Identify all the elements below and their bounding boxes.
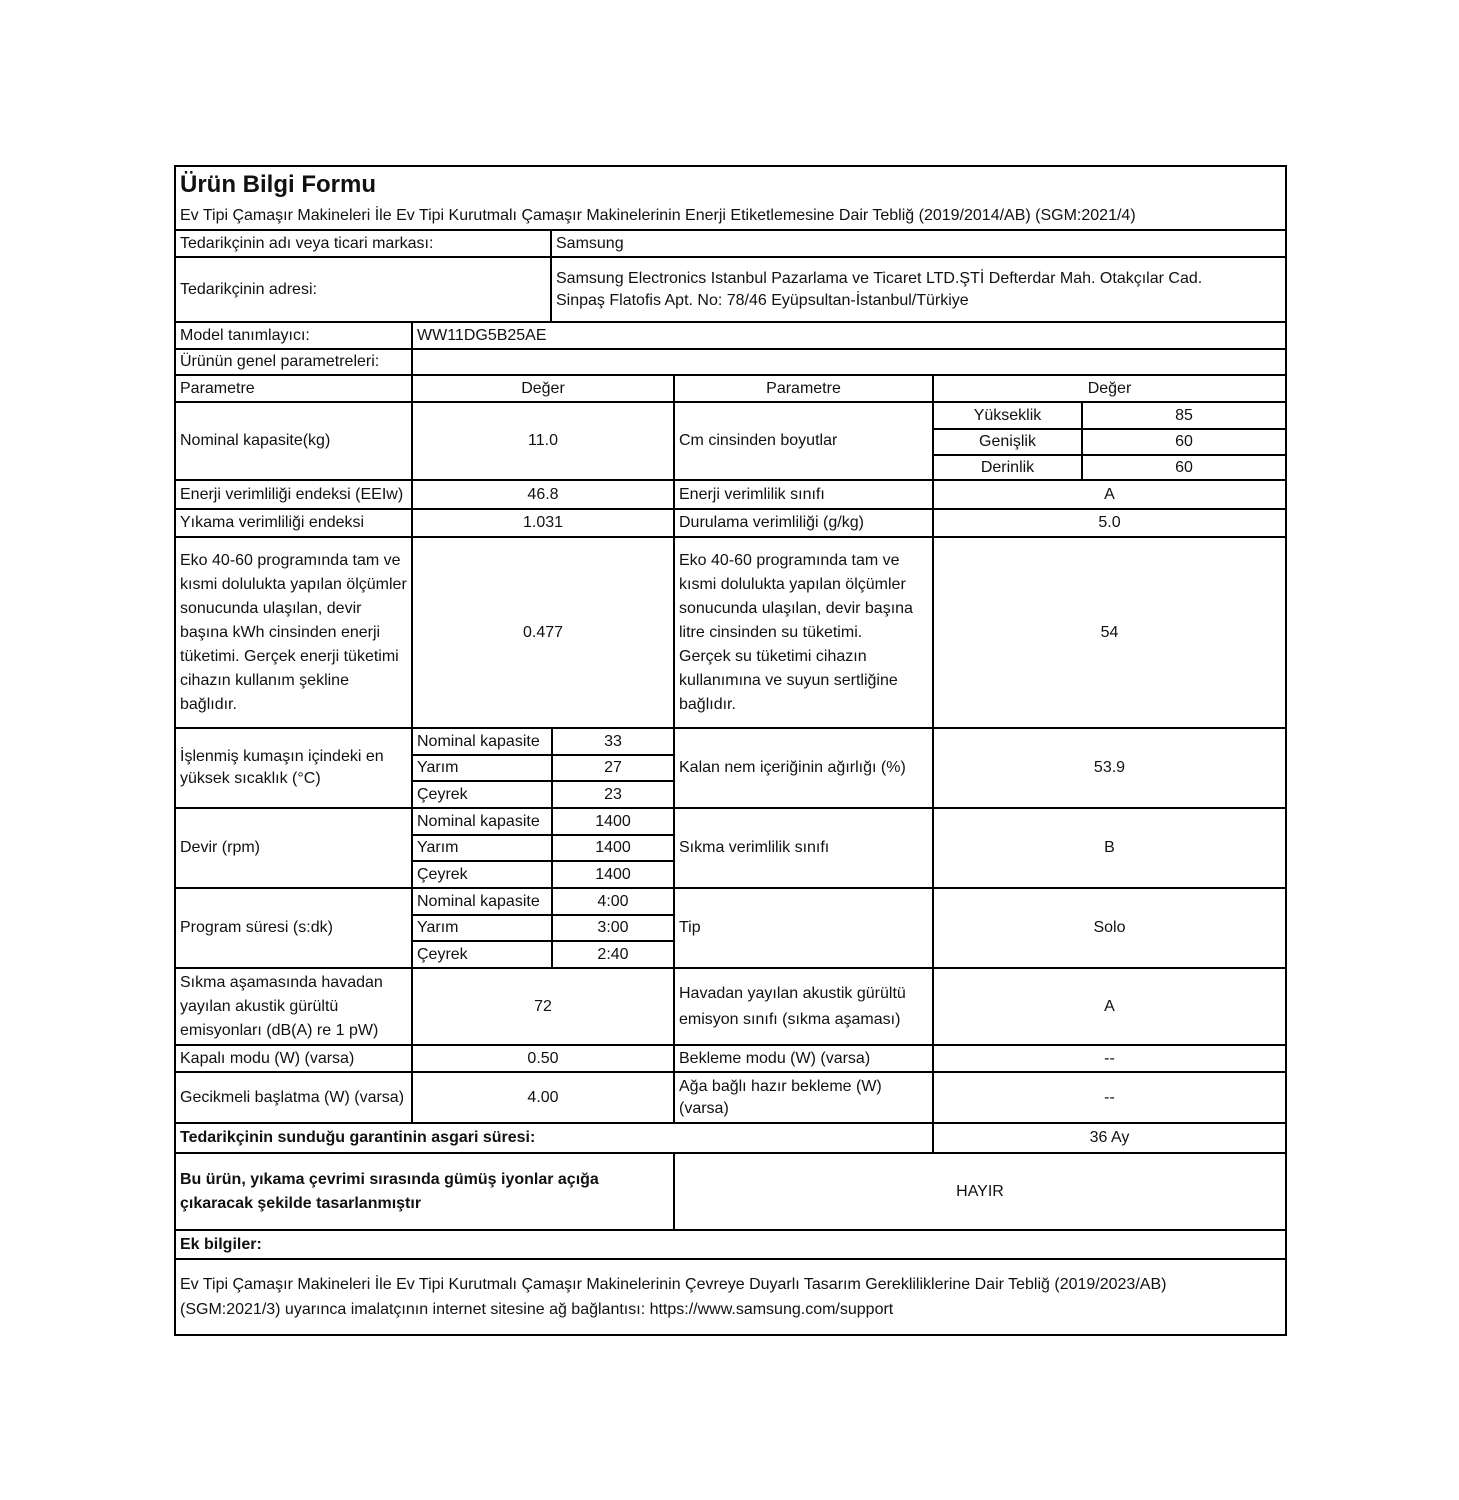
program-duration-label: Program süresi (s:dk) bbox=[180, 919, 333, 937]
header-param-right: Parametre bbox=[766, 379, 841, 397]
dimension-width-label: Genişlik bbox=[979, 433, 1036, 451]
dimensions-label: Cm cinsinden boyutlar bbox=[679, 432, 838, 450]
additional-info-text: Ev Tipi Çamaşır Makineleri İle Ev Tipi Kurutmalı Çamaşır Makinelerinin Çevreye Duyarlı Tasarım Gerekliliklerine Dair Tebliğ (2019/2023/AB) (SGM:2021/3) uyarınca imalatçının internet sitesine ağ bağlantısı: https://www.samsung.com/support bbox=[180, 1276, 1167, 1318]
model-label: Model tanımlayıcı: bbox=[180, 326, 310, 344]
header-value-right: Değer bbox=[1087, 379, 1132, 397]
dimension-width-value: 60 bbox=[1175, 433, 1193, 451]
energy-class-label: Enerji verimlilik sınıfı bbox=[679, 485, 825, 503]
max-temp-sub-label: Yarım bbox=[417, 759, 459, 777]
eei-value: 46.8 bbox=[527, 485, 559, 503]
off-mode-label: Kapalı modu (W) (varsa) bbox=[180, 1049, 355, 1067]
max-temp-sub-value: 33 bbox=[604, 732, 622, 750]
dimension-depth-label: Derinlik bbox=[980, 458, 1035, 476]
program-duration-sub-label: Çeyrek bbox=[417, 945, 468, 963]
energy-class-value: A bbox=[1104, 485, 1115, 503]
energy-consumption-value: 0.477 bbox=[522, 623, 564, 641]
supplier-address-value: Samsung Electronics Istanbul Pazarlama ve Ticaret LTD.ŞTİ Defterdar Mah. Otakçılar Cad. Sinpaş Flatofis Apt. No: 78/46 Eyüpsultan-İstanbul/Türkiye bbox=[556, 269, 1203, 309]
spin-speed-sub-value: 1400 bbox=[595, 839, 631, 857]
spin-speed-sub-label: Yarım bbox=[417, 839, 459, 857]
max-temp-sub-value: 27 bbox=[604, 759, 622, 777]
spin-class-label: Sıkma verimlilik sınıfı bbox=[679, 839, 830, 857]
spin-speed-sub-value: 1400 bbox=[595, 812, 631, 830]
water-consumption-value: 54 bbox=[1100, 623, 1119, 641]
nominal-capacity-value: 11.0 bbox=[528, 432, 558, 450]
energy-consumption-label: Eko 40-60 programında tam ve kısmi dolulukta yapılan ölçümler sonucunda ulaşılan, devir başına kWh cinsinden enerji tüketimi. Gerçek enerji tüketimi cihazın kullanım şekline bağlıdır. bbox=[180, 551, 407, 713]
regulation-reference: Ev Tipi Çamaşır Makineleri İle Ev Tipi Kurutmalı Çamaşır Makinelerinin Enerji Etiketlemesine Dair Tebliğ (2019/2014/AB) (SGM:2021/4) bbox=[180, 207, 1136, 225]
moisture-label: Kalan nem içeriğinin ağırlığı (%) bbox=[679, 759, 906, 777]
form-title: Ürün Bilgi Formu bbox=[180, 170, 376, 198]
header-param-left: Parametre bbox=[180, 379, 255, 397]
product-information-sheet bbox=[174, 165, 1287, 1336]
water-consumption-label: Eko 40-60 programında tam ve kısmi dolulukta yapılan ölçümler sonucunda ulaşılan, devir başına litre cinsinden su tüketimi. Gerçek su tüketimi cihazın kullanımına ve suyun sertliğine bağlıdır. bbox=[679, 551, 913, 713]
noise-value: 72 bbox=[534, 997, 552, 1015]
program-duration-sub-value: 3:00 bbox=[597, 919, 629, 937]
max-temp-sub-label: Nominal kapasite bbox=[417, 732, 540, 750]
program-duration-sub-value: 4:00 bbox=[597, 892, 629, 910]
supplier-name-label: Tedarikçinin adı veya ticari markası: bbox=[180, 234, 434, 252]
spin-speed-sub-label: Çeyrek bbox=[417, 865, 468, 883]
warranty-label: Tedarikçinin sunduğu garantinin asgari süresi: bbox=[180, 1129, 536, 1147]
noise-class-value: A bbox=[1104, 997, 1115, 1015]
rinse-label: Durulama verimliliği (g/kg) bbox=[679, 514, 864, 532]
silver-ions-label: Bu ürün, yıkama çevrimi sırasında gümüş iyonlar açığa çıkaracak şekilde tasarlanmıştır bbox=[180, 1170, 599, 1212]
spin-speed-label: Devir (rpm) bbox=[180, 839, 260, 857]
noise-label: Sıkma aşamasında havadan yayılan akustik gürültü emisyonları (dB(A) re 1 pW) bbox=[180, 973, 383, 1039]
supplier-name-value: Samsung bbox=[556, 234, 624, 252]
dimension-depth-value: 60 bbox=[1175, 458, 1193, 476]
delay-start-value: 4.00 bbox=[527, 1088, 559, 1106]
delay-start-label: Gecikmeli başlatma (W) (varsa) bbox=[180, 1088, 405, 1106]
rinse-value: 5.0 bbox=[1098, 514, 1121, 532]
max-temp-sub-value: 23 bbox=[604, 785, 622, 803]
dimension-height-value: 85 bbox=[1175, 406, 1193, 424]
network-standby-value: -- bbox=[1104, 1088, 1115, 1106]
general-params-label: Ürünün genel parametreleri: bbox=[180, 353, 380, 371]
program-duration-sub-label: Nominal kapasite bbox=[417, 892, 540, 910]
model-value: WW11DG5B25AE bbox=[417, 326, 547, 344]
spin-class-value: B bbox=[1104, 839, 1115, 857]
warranty-value: 36 Ay bbox=[1089, 1129, 1130, 1147]
type-label: Tip bbox=[679, 919, 701, 937]
header-value-left: Değer bbox=[521, 379, 565, 397]
standby-mode-label: Bekleme modu (W) (varsa) bbox=[679, 1049, 871, 1067]
standby-mode-value: -- bbox=[1104, 1049, 1115, 1067]
wash-index-label: Yıkama verimliliği endeksi bbox=[180, 514, 365, 532]
spin-speed-sub-label: Nominal kapasite bbox=[417, 812, 540, 830]
max-temp-label: İşlenmiş kumaşın içindeki en yüksek sıcaklık (°C) bbox=[180, 748, 384, 787]
program-duration-sub-label: Yarım bbox=[417, 919, 459, 937]
off-mode-value: 0.50 bbox=[527, 1049, 559, 1067]
silver-ions-value: HAYIR bbox=[956, 1182, 1004, 1200]
spin-speed-sub-value: 1400 bbox=[595, 865, 631, 883]
type-value: Solo bbox=[1093, 919, 1126, 937]
supplier-address-label: Tedarikçinin adresi: bbox=[180, 280, 317, 298]
nominal-capacity-label: Nominal kapasite(kg) bbox=[180, 432, 331, 450]
additional-info-label: Ek bilgiler: bbox=[180, 1235, 262, 1253]
program-duration-sub-value: 2:40 bbox=[597, 945, 629, 963]
dimension-height-label: Yükseklik bbox=[973, 406, 1042, 424]
wash-index-value: 1.031 bbox=[522, 514, 564, 532]
moisture-value: 53.9 bbox=[1093, 759, 1126, 777]
noise-class-label: Havadan yayılan akustik gürültü emisyon sınıfı (sıkma aşaması) bbox=[679, 984, 906, 1028]
max-temp-sub-label: Çeyrek bbox=[417, 785, 468, 803]
eei-label: Enerji verimliliği endeksi (EEIw) bbox=[180, 485, 404, 503]
network-standby-label: Ağa bağlı hazır bekleme (W) (varsa) bbox=[679, 1077, 882, 1117]
